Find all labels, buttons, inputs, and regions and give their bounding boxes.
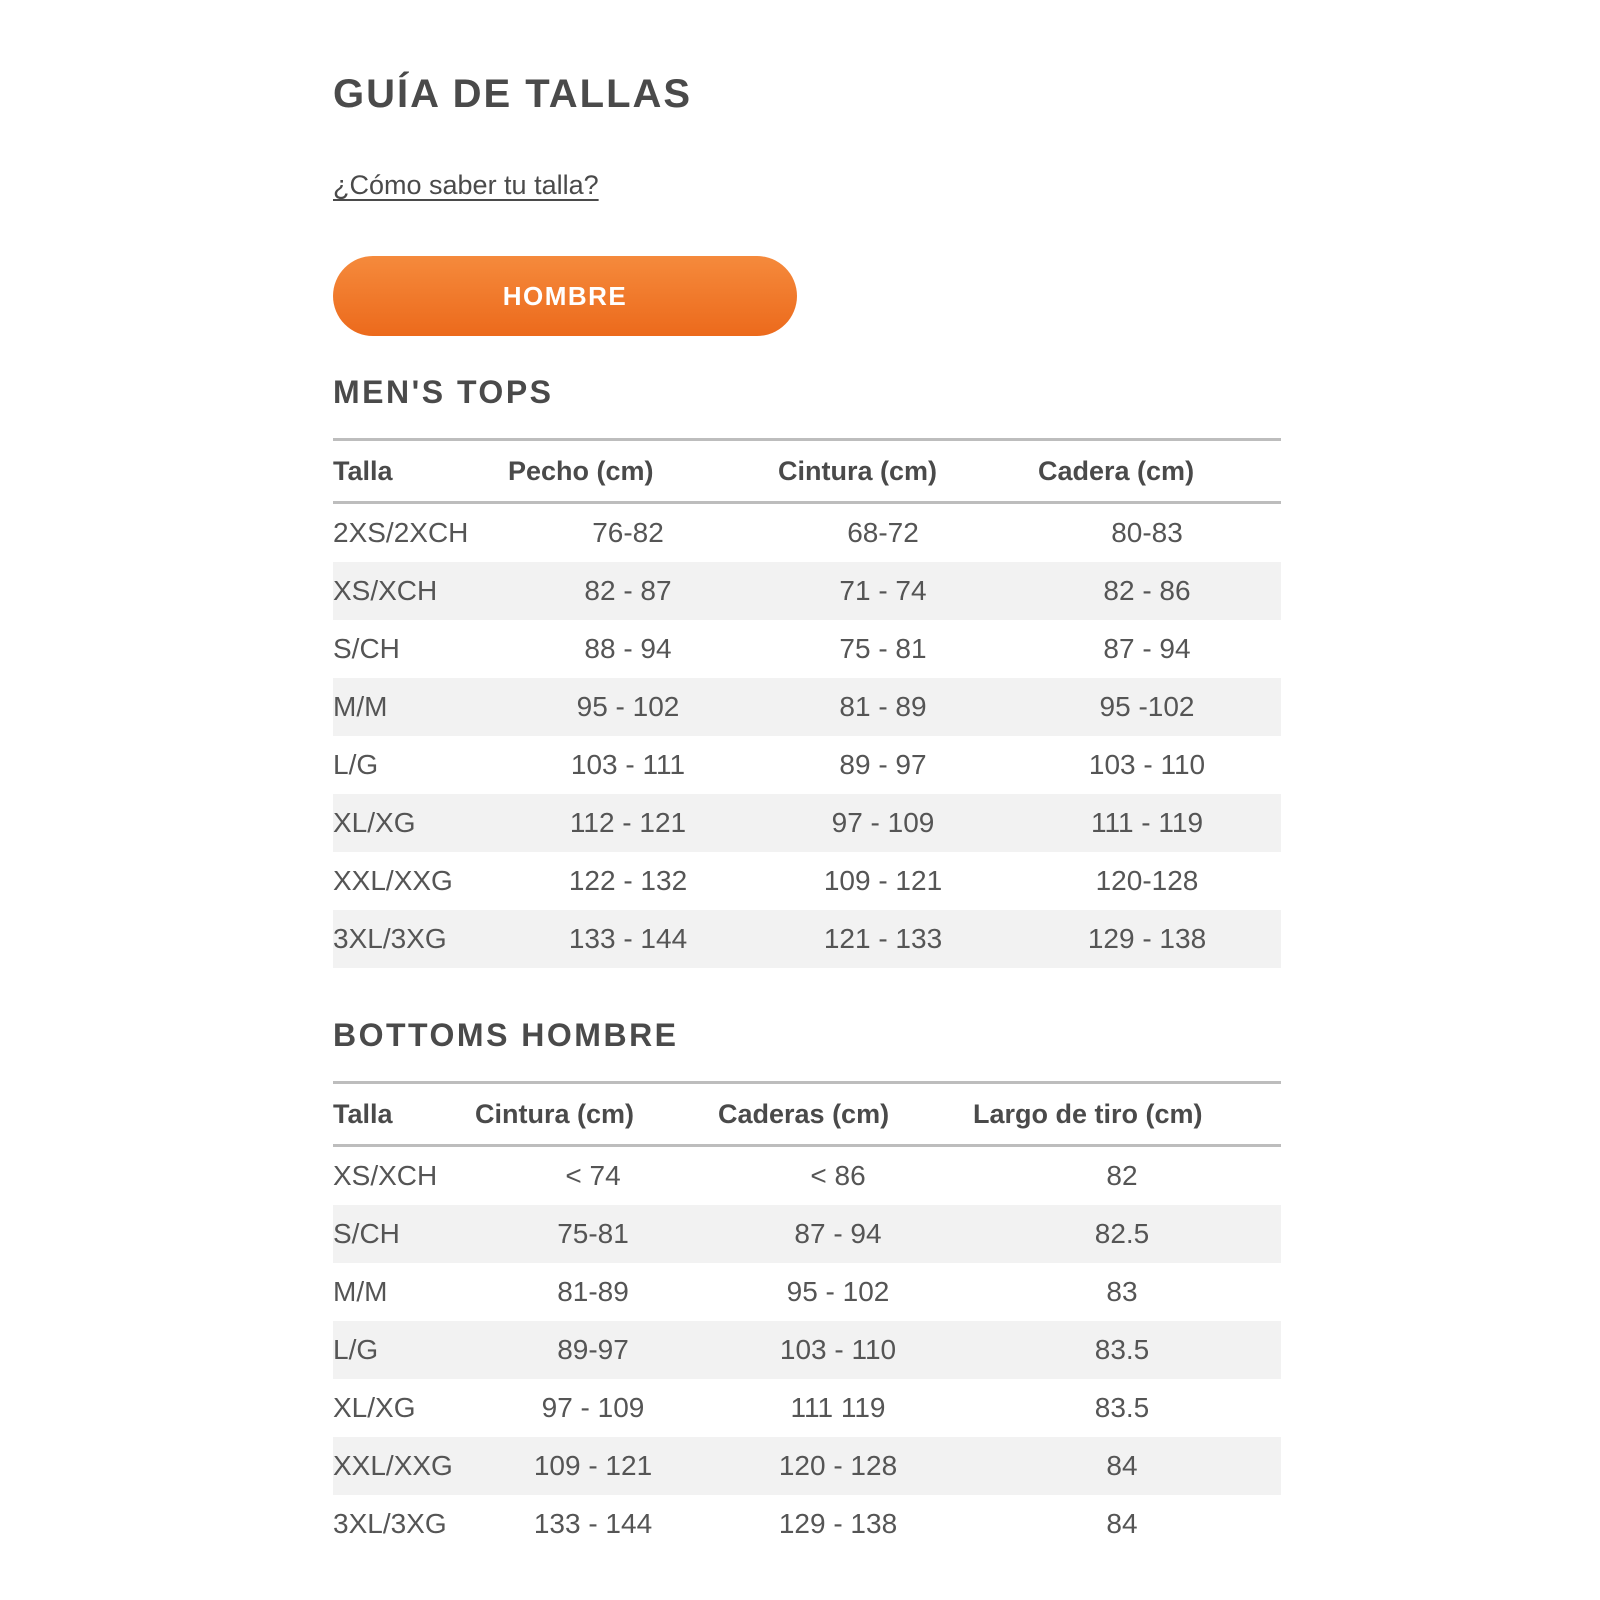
size-cell: M/M <box>333 1276 388 1307</box>
bottoms-section-title: BOTTOMS HOMBRE <box>333 1017 679 1053</box>
measurement-cell: 129 - 138 <box>778 1508 898 1539</box>
measurement-cell: 120 - 128 <box>713 1437 963 1495</box>
size-cell: S/CH <box>333 633 400 664</box>
table-row <box>333 1495 1281 1553</box>
size-cell: XXL/XXG <box>333 1437 473 1495</box>
size-cell: XL/XG <box>333 794 503 852</box>
measurement-cell: 81 - 89 <box>753 678 1013 736</box>
table-row <box>333 852 1281 910</box>
measurement-cell: 76-82 <box>592 517 664 548</box>
measurement-cell: 112 - 121 <box>503 794 753 852</box>
measurement-cell: 97 - 109 <box>753 794 1013 852</box>
measurement-cell: 111 119 <box>790 1392 886 1423</box>
measurement-cell: 103 - 110 <box>1088 749 1206 780</box>
measurement-cell: 82 <box>1106 1160 1138 1191</box>
size-cell: L/G <box>333 1321 473 1379</box>
measurement-cell: 88 - 94 <box>584 633 672 664</box>
bottoms-size-table <box>333 1081 1281 1553</box>
size-cell: XL/XG <box>333 1392 416 1423</box>
measurement-cell: 103 - 110 <box>713 1321 963 1379</box>
size-cell: L/G <box>333 749 379 780</box>
size-cell: 2XS/2XCH <box>333 517 469 548</box>
measurement-cell: 95 - 102 <box>786 1276 890 1307</box>
measurement-cell: 103 - 111 <box>570 749 686 780</box>
table-row <box>333 1379 1281 1437</box>
measurement-cell: 84 <box>963 1437 1281 1495</box>
measurement-cell: 71 - 74 <box>753 562 1013 620</box>
column-header: Caderas (cm) <box>713 1083 963 1146</box>
measurement-cell: 83.5 <box>1094 1392 1150 1423</box>
measurement-cell: 95 - 102 <box>503 678 753 736</box>
measurement-cell: 84 <box>1106 1508 1138 1539</box>
tops-table-body <box>333 503 1281 969</box>
table-row <box>333 1146 1281 1206</box>
table-row <box>333 620 1281 678</box>
column-header: Largo de tiro (cm) <box>963 1083 1281 1146</box>
measurement-cell: 120-128 <box>1095 865 1199 896</box>
measurement-cell: 133 - 144 <box>503 910 753 968</box>
measurement-cell: 133 - 144 <box>533 1508 653 1539</box>
size-cell: XXL/XXG <box>333 865 453 896</box>
table-row <box>333 736 1281 794</box>
measurement-cell: < 86 <box>810 1160 866 1191</box>
table-row <box>333 910 1281 968</box>
table-row <box>333 1205 1281 1263</box>
column-header: Cadera (cm) <box>1013 440 1281 503</box>
measurement-cell: 81-89 <box>557 1276 629 1307</box>
measurement-cell: 87 - 94 <box>1103 633 1191 664</box>
measurement-cell: 75 - 81 <box>839 633 927 664</box>
measurement-cell: 121 - 133 <box>753 910 1013 968</box>
table-row <box>333 1437 1281 1495</box>
tab-hombre[interactable]: HOMBRE <box>333 256 797 336</box>
table-header-row <box>333 1083 1281 1146</box>
measurement-cell: 82.5 <box>963 1205 1281 1263</box>
measurement-cell: 82 - 86 <box>1013 562 1281 620</box>
size-cell: XS/XCH <box>333 1160 438 1191</box>
table-row <box>333 794 1281 852</box>
column-header: Pecho (cm) <box>503 440 753 503</box>
measurement-cell: 80-83 <box>1111 517 1183 548</box>
page-title: GUÍA DE TALLAS <box>333 72 693 116</box>
table-header-row <box>333 440 1281 503</box>
measurement-cell: 89-97 <box>473 1321 713 1379</box>
table-row <box>333 678 1281 736</box>
table-row <box>333 1321 1281 1379</box>
tops-section-title: MEN'S TOPS <box>333 374 554 410</box>
column-header: Cintura (cm) <box>473 1083 713 1146</box>
measurement-cell: 75-81 <box>473 1205 713 1263</box>
table-row <box>333 503 1281 563</box>
measurement-cell: 109 - 121 <box>823 865 943 896</box>
bottoms-table-body <box>333 1146 1281 1554</box>
column-header: Talla <box>333 440 503 503</box>
measurement-cell: 97 - 109 <box>541 1392 645 1423</box>
measurement-cell: 83 <box>1106 1276 1138 1307</box>
measurement-cell: 111 - 119 <box>1013 794 1281 852</box>
table-row <box>333 1263 1281 1321</box>
tops-size-table <box>333 438 1281 968</box>
measurement-cell: 83.5 <box>963 1321 1281 1379</box>
measurement-cell: 68-72 <box>847 517 919 548</box>
size-cell: M/M <box>333 678 503 736</box>
measurement-cell: 95 -102 <box>1013 678 1281 736</box>
measurement-cell: 109 - 121 <box>473 1437 713 1495</box>
column-header: Cintura (cm) <box>753 440 1013 503</box>
column-header: Talla <box>333 1083 473 1146</box>
measurement-cell: 129 - 138 <box>1013 910 1281 968</box>
measurement-cell: 122 - 132 <box>568 865 688 896</box>
size-cell: 3XL/3XG <box>333 910 503 968</box>
size-cell: XS/XCH <box>333 562 503 620</box>
measurement-cell: 82 - 87 <box>503 562 753 620</box>
measurement-cell: 89 - 97 <box>839 749 927 780</box>
how-to-know-size-link[interactable]: ¿Cómo saber tu talla? <box>333 170 599 200</box>
table-row <box>333 562 1281 620</box>
size-cell: S/CH <box>333 1205 473 1263</box>
measurement-cell: < 74 <box>565 1160 621 1191</box>
size-cell: 3XL/3XG <box>333 1508 447 1539</box>
measurement-cell: 87 - 94 <box>713 1205 963 1263</box>
